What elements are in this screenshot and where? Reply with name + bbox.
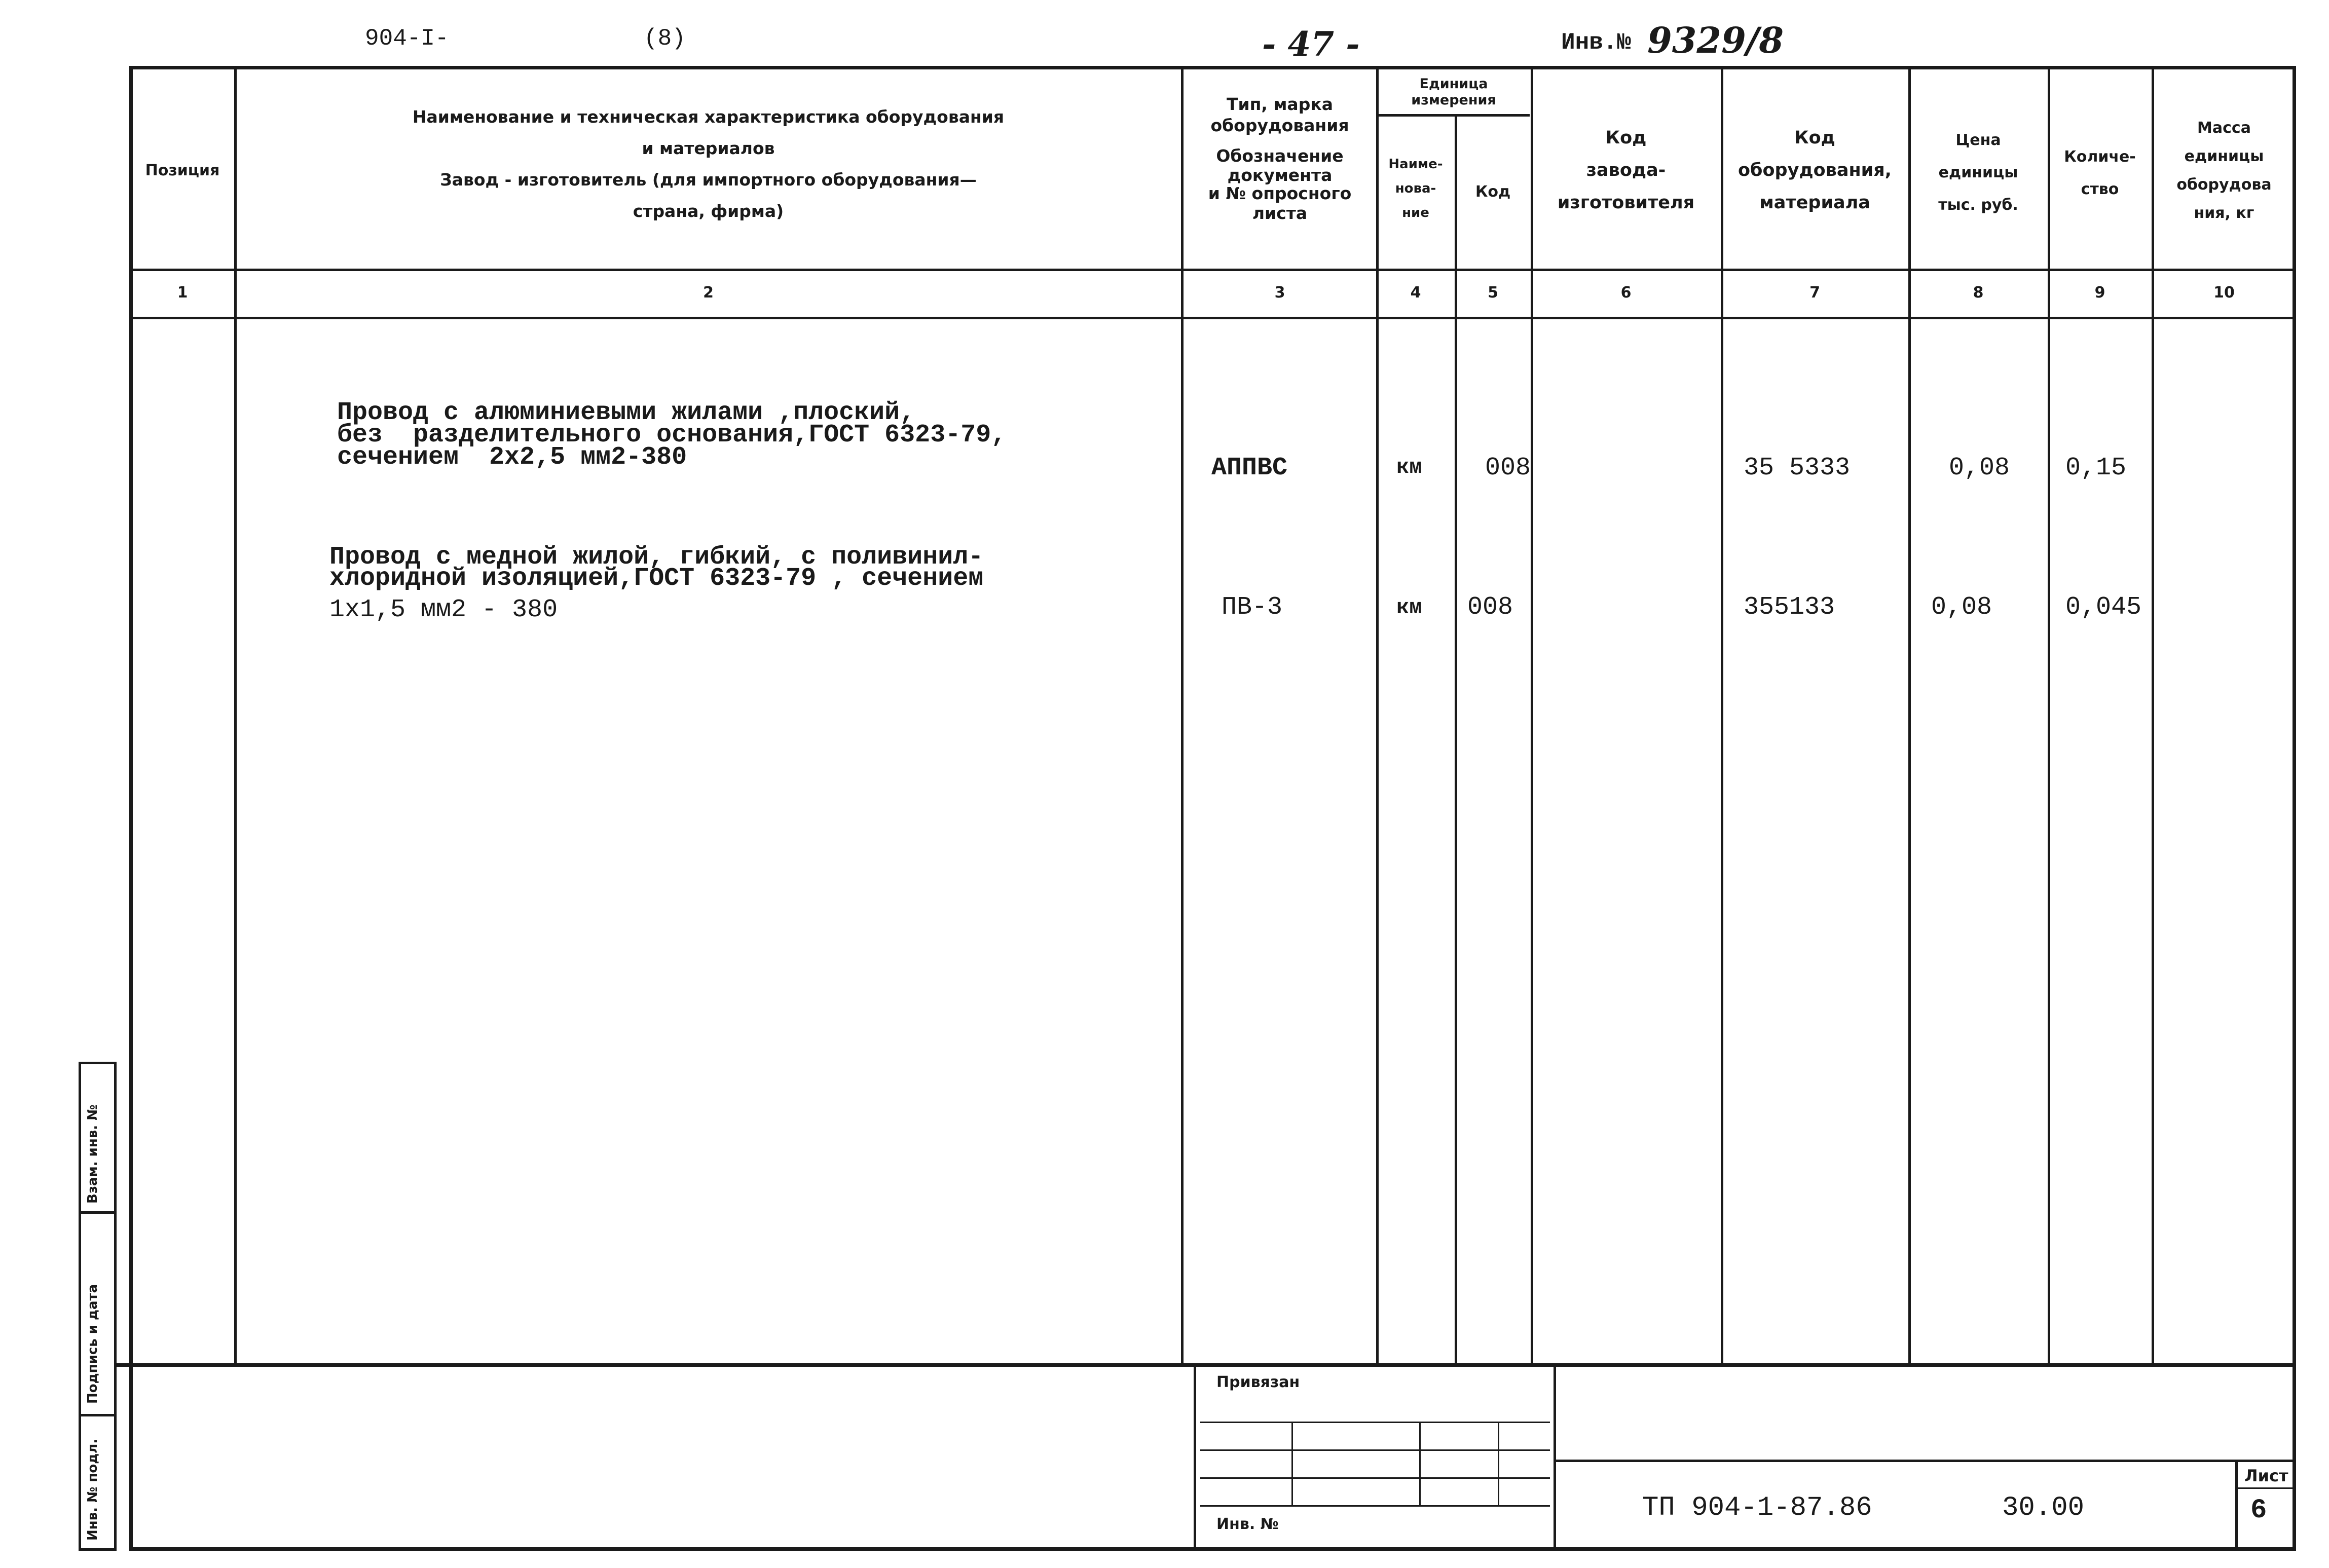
- col-number-7: 7: [1809, 284, 1820, 302]
- inv-value: 9329/8: [1647, 19, 1784, 61]
- doc-code: ТП 904-1-87.86: [1642, 1492, 1872, 1523]
- table-row-1-unit-name: км: [1396, 455, 1422, 479]
- col-number-10: 10: [2213, 284, 2235, 302]
- side-stamp-top: [79, 1062, 117, 1064]
- inv-label: Инв.№: [1561, 29, 1632, 56]
- col-line-6: [1721, 67, 1723, 1365]
- col-header-name: Наименование и техническая характеристика оборудования и материалов Завод - изготовитель (для импортного оборудования— страна, фирма): [412, 107, 1005, 221]
- table-row-1-item-code: 35 5333: [1744, 454, 1851, 482]
- table-row-2-type: ПВ-3: [1222, 593, 1283, 622]
- col-line-9: [2152, 67, 2154, 1365]
- numbers-rule: [131, 317, 2295, 319]
- table-row-2-quantity: 0,045: [2065, 593, 2142, 622]
- side-stamp-rule-1: [79, 1211, 117, 1214]
- bound-grid-rule-4: [1200, 1505, 1550, 1507]
- title-block-divider-1: [1194, 1365, 1196, 1550]
- col-number-9: 9: [2094, 284, 2105, 302]
- bound-grid-col-1: [1291, 1422, 1293, 1505]
- table-row-1-quantity: 0,15: [2065, 454, 2127, 482]
- col-header-plant-code: Код завода- изготовителя: [1557, 128, 1695, 213]
- col-line-5: [1531, 67, 1533, 1365]
- col-line-8: [2048, 67, 2050, 1365]
- table-row-2-unit-code: 008: [1467, 593, 1513, 622]
- table-row-1-description: Провод с алюминиевыми жилами ,плоский, без разделительного основания,ГОСТ 6323-79, сечением 2х2,5 мм2-380: [337, 398, 1007, 472]
- col-header-price: Цена единицы тыс. руб.: [1938, 131, 2018, 214]
- col-number-1: 1: [177, 284, 188, 302]
- col-header-unit-name: Наиме- нова- ние: [1388, 157, 1443, 220]
- table-row-1-price: 0,08: [1949, 454, 2010, 482]
- col-header-mass: Масса единицы оборудова ния, кг: [2176, 119, 2272, 222]
- table-row-2-description: Провод с медной жилой, гибкий, с поливинил- хлоридной изоляцией,ГОСТ 6323-79 , сечением 1х1,5 мм2 - 380: [329, 543, 984, 624]
- side-stamp-replaced-inv: Взам. инв. №: [85, 1104, 100, 1204]
- col-number-6: 6: [1620, 284, 1632, 302]
- sheet-number: 6: [2250, 1495, 2267, 1526]
- col-number-8: 8: [1973, 284, 1984, 302]
- sheet-divider: [2235, 1462, 2238, 1548]
- header-rule: [131, 269, 2295, 271]
- col-header-type: Тип, марка оборудования Обозначение документа и № опросного листа: [1208, 94, 1352, 223]
- col-line-4: [1455, 116, 1457, 1365]
- table-row-2-price: 0,08: [1931, 593, 1992, 622]
- col-line-3: [1376, 67, 1379, 1365]
- col-header-unit-code: Код: [1475, 183, 1511, 201]
- unit-group-rule: [1378, 114, 1530, 117]
- side-stamp-bottom: [79, 1548, 117, 1551]
- sheet-label: Лист: [2244, 1466, 2288, 1485]
- side-stamp-rule-2: [79, 1414, 117, 1416]
- table-row-2-item-code: 355133: [1744, 593, 1835, 622]
- side-stamp-right-edge: [114, 1062, 117, 1548]
- col-line-1: [234, 67, 237, 1365]
- series-number: 904-I-: [365, 25, 449, 52]
- col-number-2: 2: [703, 284, 714, 302]
- col-header-item-code: Код оборудования, материала: [1738, 128, 1892, 213]
- bound-grid-col-3: [1498, 1422, 1499, 1505]
- table-row-1-unit-code: 008: [1485, 454, 1531, 482]
- title-block-divider-2: [1554, 1365, 1556, 1550]
- inv-no-label: Инв. №: [1216, 1515, 1279, 1533]
- bound-label: Привязан: [1216, 1373, 1300, 1391]
- page-number: - 47 -: [1262, 24, 1360, 64]
- side-stamp-left-edge: [79, 1062, 81, 1548]
- col-line-2: [1181, 67, 1184, 1365]
- sub-number: (8): [644, 25, 686, 52]
- section-code: 30.00: [2002, 1492, 2085, 1523]
- col-header-quantity: Количе- ство: [2064, 148, 2136, 198]
- side-stamp-original-inv: Инв. № подл.: [85, 1438, 100, 1541]
- col-line-7: [1908, 67, 1911, 1365]
- col-header-unit-group: Единица измерения: [1411, 76, 1496, 108]
- side-stamp-signature-date: Подпись и дата: [85, 1284, 100, 1404]
- title-block-top-rule: [117, 1363, 2295, 1367]
- table-row-1-type: АППВС: [1211, 454, 1288, 482]
- bound-grid-col-2: [1419, 1422, 1421, 1505]
- col-number-5: 5: [1488, 284, 1498, 302]
- title-block-code-rule: [1555, 1460, 2295, 1462]
- table-row-2-unit-name: км: [1396, 595, 1422, 620]
- col-header-position: Позиция: [145, 162, 220, 179]
- col-number-4: 4: [1410, 284, 1421, 302]
- sheet-rule: [2237, 1487, 2295, 1489]
- col-number-3: 3: [1274, 284, 1285, 302]
